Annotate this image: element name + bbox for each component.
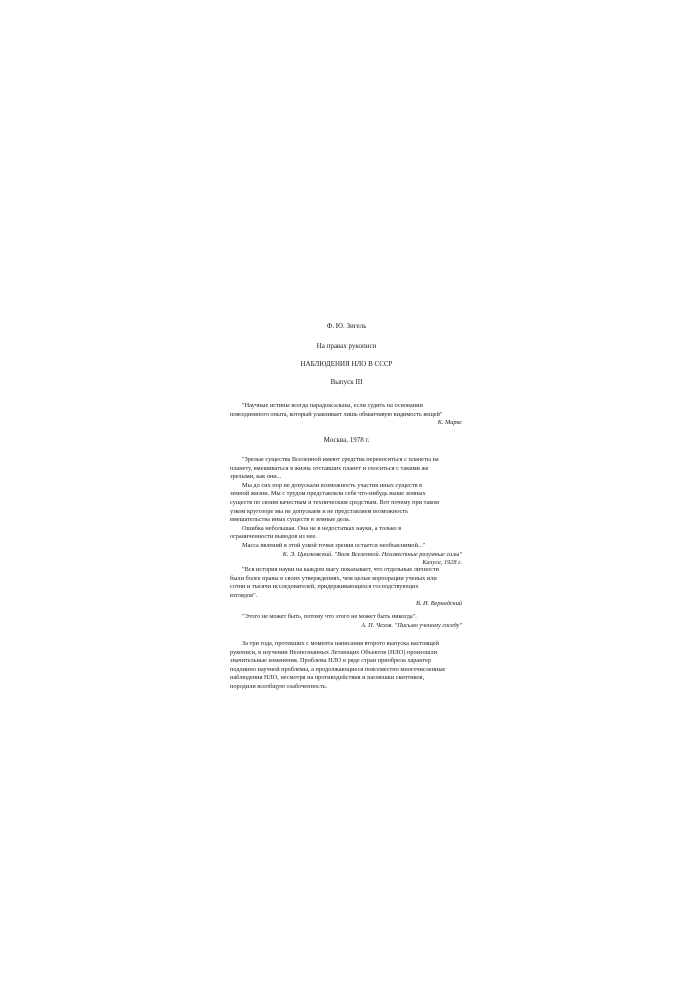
- epigraph-line: вмешательства иных существ в земные дела.: [230, 516, 351, 524]
- epigraph-line: ограниченности выводов из нее.: [230, 533, 317, 541]
- body-line: наблюдения НЛО, несмотря на противодействия и насмешки скептиков,: [230, 674, 425, 682]
- epigraph-line: Ошибка небольшая. Она не в недостатках науки, а только в: [242, 524, 402, 532]
- epigraph-line: Мы до сих пор не допускали возможность участия иных существ в: [242, 481, 423, 489]
- body-line: породили всеобщую озабоченность.: [230, 682, 328, 690]
- body-line: подлинно научной проблемы, а продолжающиеся повсеместно многочисленные: [230, 665, 446, 673]
- epigraph-marx: [230, 402, 462, 428]
- epigraph-attribution: К. Э. Циолковский. "Воля Вселенной. Неизвестные разумные силы": [282, 550, 462, 558]
- document-title: НАБЛЮДЕНИЯ НЛО В СССР: [300, 360, 393, 368]
- epigraph-attribution: В. И. Вернадский: [416, 600, 462, 608]
- epigraph-line: "Вся история науки на каждом шагу показывает, что отдельные личности: [242, 566, 440, 573]
- author-line: Ф. Ю. Зигель: [326, 322, 367, 330]
- epigraph-line: Масса явлений в этой узкой точки зрения остается необъяснимой...": [242, 541, 426, 549]
- epigraph-line: существ по своим качествам и техническим средствам. Вот почему при таком: [230, 498, 439, 506]
- epigraph-place: Калуга, 1928 г.: [422, 559, 462, 567]
- body-line: рукописи, в изучении Неопознанных Летающих Объектов (НЛО) произошли: [230, 648, 437, 656]
- epigraph-line: узком кругозоре мы не допускаем и не представляем возможность: [230, 507, 408, 515]
- epigraph-line: "Зрелые существа Вселенной имеют средства переноситься с планеты на: [242, 456, 439, 463]
- body-line: значительные изменения. Проблема НЛО в ряде стран приобрела характер: [230, 657, 431, 665]
- epigraph-line: земной жизни. Мы с трудом представляли себе что-нибудь выше земных: [230, 490, 426, 498]
- epigraph-line: зрелыми, как они...: [230, 473, 282, 481]
- epigraph-line: были более правы в своих утверждениях, чем целые корпорации ученых или: [230, 574, 437, 582]
- epigraph-vernadsky: [230, 566, 462, 609]
- epigraph-line: сотни и тысячи исследователей, придерживающихся господствующих: [230, 583, 419, 591]
- body-line: За три года, протекших с момента написания второго выпуска настоящей: [242, 640, 440, 647]
- issue-line: Выпуск III: [330, 378, 363, 386]
- place-date: Москва, 1978 г.: [323, 436, 370, 444]
- epigraph-line: планету, вмешиваться в жизнь отставших планет и сноситься с такими же: [230, 464, 429, 472]
- epigraph-attribution: А. П. Чехов. "Письмо ученому соседу": [361, 621, 462, 629]
- epigraph-tsiolkovsky: [230, 456, 462, 568]
- epigraph-line: повседневного опыта, который улавливает лишь обманчивую видимость вещей": [230, 410, 443, 418]
- epigraph-line: "Этого не может быть, потому что этого не может быть никогда".: [242, 613, 417, 620]
- intro-paragraph: [230, 640, 462, 692]
- rights-line: На правах рукописи: [316, 342, 377, 350]
- epigraph-chekhov: [230, 613, 462, 630]
- epigraph-attribution: К. Маркс: [437, 419, 462, 427]
- epigraph-line: "Научные истины всегда парадоксальны, если судить на основании: [242, 402, 423, 409]
- epigraph-line: взглядов".: [230, 591, 258, 599]
